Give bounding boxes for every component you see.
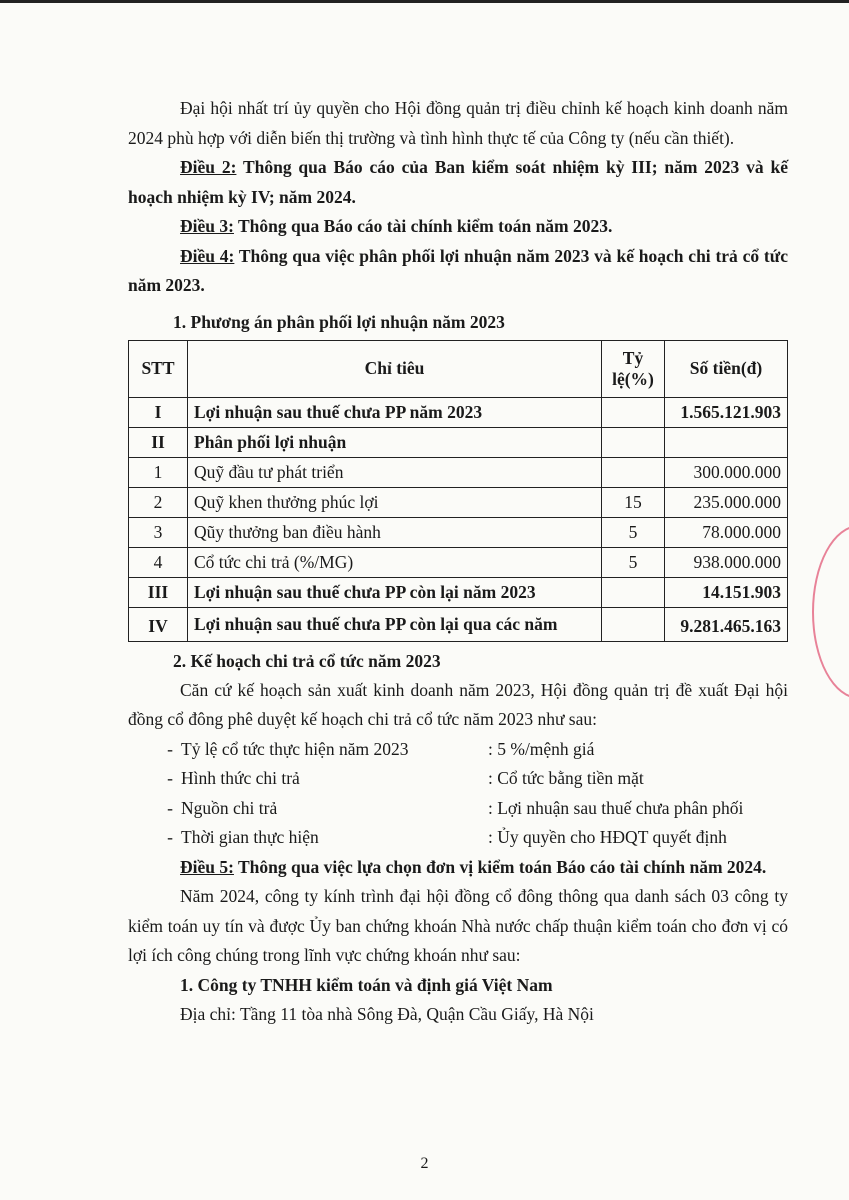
article-4-text: Thông qua việc phân phối lợi nhuận năm 2023 và kế hoạch chi trả cổ tức năm 2023. — [128, 245, 788, 295]
cell-amount: 9.281.465.163 — [665, 607, 788, 641]
header-stt: STT — [129, 340, 188, 397]
cell-stt: I — [129, 397, 188, 427]
table-header-row — [129, 340, 788, 397]
section-dividend-plan-title: 2. Kế hoạch chi trả cổ tức năm 2023 — [173, 650, 441, 671]
cell-percent: 5 — [602, 517, 665, 547]
bullet-label: Hình thức chi trả — [181, 768, 300, 788]
table-row — [129, 427, 788, 457]
cell-item: Cổ tức chi trả (%/MG) — [188, 547, 602, 577]
bullet-label: Thời gian thực hiện — [181, 827, 319, 847]
cell-stt: IV — [129, 607, 188, 641]
table-row — [129, 517, 788, 547]
article-4-label: Điều 4: — [180, 245, 235, 266]
bullet-value: : 5 %/mệnh giá — [488, 738, 595, 759]
cell-percent: 5 — [602, 547, 665, 577]
cell-percent: 15 — [602, 487, 665, 517]
cell-stt: 1 — [129, 457, 188, 487]
article-3-text: Thông qua Báo cáo tài chính kiểm toán năm 2023. — [233, 216, 613, 236]
cell-amount: 235.000.000 — [665, 487, 788, 517]
cell-amount: 938.000.000 — [665, 547, 788, 577]
article-2-label: Điều 2: — [180, 157, 237, 177]
cell-item: Lợi nhuận sau thuế chưa PP năm 2023 — [188, 397, 602, 427]
cell-item: Quỹ đầu tư phát triển — [188, 457, 602, 487]
cell-item: Quỹ khen thưởng phúc lợi — [188, 487, 602, 517]
audit-company-1-address: Địa chỉ: Tầng 11 tòa nhà Sông Đà, Quận Cầu Giấy, Hà Nội — [180, 1004, 594, 1024]
table-row — [129, 487, 788, 517]
cell-item: Lợi nhuận sau thuế chưa PP còn lại năm 2023 — [188, 577, 602, 607]
article-2-text: Thông qua Báo cáo của Ban kiểm soát nhiệm kỳ III; năm 2023 và kế hoạch nhiệm kỳ IV; năm 2024. — [128, 157, 788, 207]
cell-item: Lợi nhuận sau thuế chưa PP còn lại qua các năm — [188, 607, 602, 641]
table-row — [129, 577, 788, 607]
article-3-label: Điều 3: — [180, 216, 234, 236]
table-row — [129, 607, 788, 641]
header-amount: Số tiền(đ) — [665, 340, 788, 397]
cell-stt: 2 — [129, 487, 188, 517]
list-item: - Thời gian thực hiện : Ủy quyền cho HĐQT quyết định — [128, 823, 788, 853]
section-profit-distribution-title: 1. Phương án phân phối lợi nhuận năm 2023 — [173, 311, 505, 332]
paragraph-audit-selection: Năm 2024, công ty kính trình đại hội đồng cổ đông thông qua danh sách 03 công ty kiểm toán uy tín và được Ủy ban chứng khoán Nhà nước chấp thuận kiểm toán cho đơn vị có lợi ích công chúng trong lĩnh vực chứng khoán như sau: — [128, 886, 788, 965]
paragraph-authorization: Đại hội nhất trí ủy quyền cho Hội đồng quản trị điều chỉnh kế hoạch kinh doanh năm 2024 phù hợp với diễn biến thị trường và tình hình thực tế của Công ty (nếu cần thiết). — [128, 98, 788, 148]
paragraph-dividend-basis: Căn cứ kế hoạch sản xuất kinh doanh năm 2023, Hội đồng quản trị đề xuất Đại hội đồng cổ đông phê duyệt kế hoạch chi trả cổ tức năm 2023 như sau: — [128, 679, 788, 729]
list-item: - Nguồn chi trả : Lợi nhuận sau thuế chưa phân phối — [128, 794, 788, 824]
scan-top-border — [0, 0, 849, 3]
article-5 — [128, 853, 788, 883]
cell-percent — [602, 427, 665, 457]
bullet-value: : Ủy quyền cho HĐQT quyết định — [488, 827, 727, 847]
cell-item: Phân phối lợi nhuận — [188, 427, 602, 457]
cell-stt: III — [129, 577, 188, 607]
header-item: Chỉ tiêu — [188, 340, 602, 397]
header-percent: Tỷ lệ(%) — [602, 340, 665, 397]
cell-stt: II — [129, 427, 188, 457]
cell-percent — [602, 607, 665, 641]
list-item: - Hình thức chi trả : Cổ tức bằng tiền mặt — [128, 764, 788, 794]
article-5-text: Thông qua việc lựa chọn đơn vị kiểm toán Báo cáo tài chính năm 2024. — [233, 856, 767, 877]
table-row — [129, 547, 788, 577]
article-5-label: Điều 5: — [180, 856, 234, 877]
cell-percent — [602, 457, 665, 487]
bullet-value: : Lợi nhuận sau thuế chưa phân phối — [488, 797, 744, 818]
bullet-label: Nguồn chi trả — [181, 797, 278, 818]
table-row — [129, 397, 788, 427]
cell-amount: 14.151.903 — [665, 577, 788, 607]
article-3 — [128, 212, 788, 242]
cell-amount: 300.000.000 — [665, 457, 788, 487]
audit-company-1: 1. Công ty TNHH kiểm toán và định giá Việt Nam — [180, 974, 553, 995]
table-row — [129, 457, 788, 487]
article-2 — [128, 153, 788, 212]
cell-percent — [602, 577, 665, 607]
list-item: - Tỷ lệ cổ tức thực hiện năm 2023 : 5 %/mệnh giá — [128, 735, 788, 765]
bullet-label: Tỷ lệ cổ tức thực hiện năm 2023 — [181, 738, 409, 759]
profit-distribution-table — [128, 340, 788, 642]
cell-percent — [602, 397, 665, 427]
red-seal-stamp — [812, 525, 849, 699]
cell-amount — [665, 427, 788, 457]
bullet-value: : Cổ tức bằng tiền mặt — [488, 768, 644, 788]
article-4 — [128, 242, 788, 301]
cell-amount: 1.565.121.903 — [665, 397, 788, 427]
cell-stt: 3 — [129, 517, 188, 547]
cell-amount: 78.000.000 — [665, 517, 788, 547]
cell-item: Qũy thưởng ban điều hành — [188, 517, 602, 547]
document-body — [128, 94, 788, 1030]
cell-stt: 4 — [129, 547, 188, 577]
page-number: 2 — [420, 1155, 429, 1172]
